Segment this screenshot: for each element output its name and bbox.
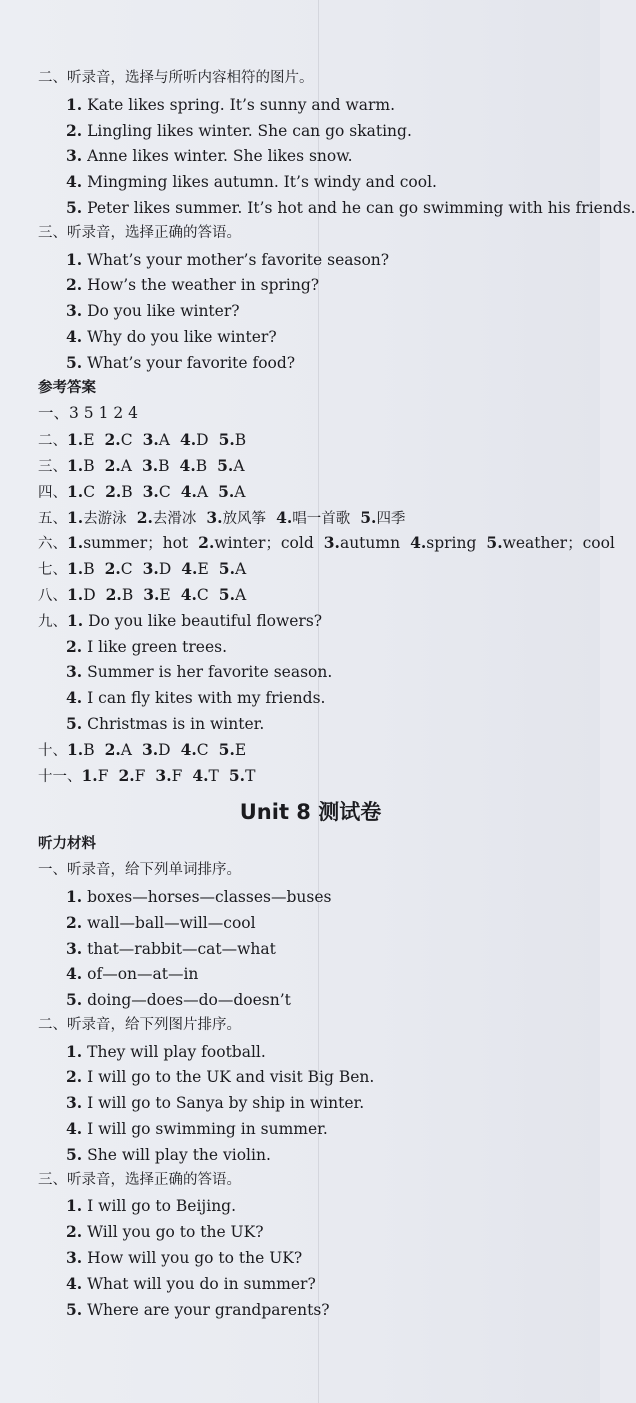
answer-number: 4. [180, 739, 197, 759]
unit8-section-3-list [38, 1193, 583, 1322]
answer-number: 3. [142, 481, 159, 501]
item-number: 3. [66, 301, 83, 321]
answer-value: B [83, 456, 95, 475]
item-text: boxes—horses—classes—buses [87, 887, 332, 906]
item-number: 2. [66, 1067, 83, 1087]
answer-number: 4. [192, 765, 209, 785]
item-text: I can fly kites with my friends. [87, 689, 326, 708]
answer-value: C [120, 560, 133, 579]
list-item [38, 1297, 583, 1323]
answer-number: 3. [143, 584, 160, 604]
item-number: 1. [66, 1196, 83, 1216]
list-item [38, 247, 583, 273]
answer-number: 5. [218, 739, 235, 759]
row-prefix: 十一、 [38, 768, 82, 785]
list-item [38, 350, 583, 376]
listening-heading: 听力材料 [38, 836, 96, 853]
item-number: 4. [66, 1119, 83, 1139]
answer-number: 1. [67, 533, 84, 553]
item-text: How will you go to the UK? [87, 1249, 303, 1268]
item-text: Mingming likes autumn. It’s windy and cool. [87, 173, 437, 192]
answer-number: 5. [228, 765, 246, 785]
answer-number: 1. [67, 559, 84, 579]
item-number: 5. [66, 1299, 83, 1319]
item-number: 1. [66, 886, 83, 906]
item-number: 4. [66, 1273, 83, 1293]
item-text: She will play the violin. [87, 1145, 271, 1164]
item-number: 3. [66, 146, 83, 166]
item-text: How’s the weather in spring? [87, 276, 320, 295]
list-item [38, 92, 583, 118]
item-number: 3. [66, 1248, 83, 1268]
answer-value: F [97, 766, 109, 785]
item-number: 4. [66, 964, 83, 984]
row-prefix: 八、 [38, 587, 67, 604]
list-item [38, 1271, 583, 1297]
item-text: I will go to Beijing. [87, 1197, 237, 1216]
item-number: 5. [66, 713, 83, 733]
answer-number: 5. [360, 507, 377, 527]
answer-row-1: 一、3 5 1 2 4 [38, 404, 139, 423]
item-text: of—on—at—in [87, 965, 199, 984]
answer-value: spring [426, 534, 477, 553]
list-item [38, 324, 583, 350]
answer-value: B [158, 456, 170, 475]
answer-value: T [208, 766, 219, 785]
content-column [38, 66, 636, 1322]
answer-value: B [121, 585, 134, 604]
list-item [38, 711, 583, 737]
list-item [38, 910, 583, 936]
answer-value: C [83, 482, 96, 501]
list-item [38, 884, 583, 910]
item-text: Lingling likes winter. She can go skating. [87, 121, 412, 140]
answer-number: 3. [323, 533, 340, 553]
answer-number: 1. [67, 481, 84, 501]
answer-number: 5. [218, 430, 235, 450]
answer-value: C [196, 585, 209, 604]
answer-value: C [158, 482, 171, 501]
item-text: I like green trees. [87, 637, 228, 656]
item-text: doing—does—do—doesn’t [87, 991, 291, 1010]
row-prefix: 二、 [38, 433, 67, 450]
answer-number: 4. [410, 533, 427, 553]
item-text: Why do you like winter? [87, 327, 277, 346]
answer-value: T [245, 766, 256, 785]
item-number: 1. [66, 94, 83, 114]
list-item [38, 1219, 583, 1245]
answer-value: B [234, 431, 247, 450]
item-number: 1. [67, 610, 84, 630]
section-title: 二、听录音，给下列图片排序。 [38, 1016, 241, 1033]
answer-value: winter；cold [214, 534, 314, 553]
section-title: 二、听录音，选择与所听内容相符的图片。 [38, 70, 314, 86]
answer-value: E [197, 560, 209, 579]
item-text: Anne likes winter. She likes snow. [87, 147, 353, 166]
list-item [38, 298, 583, 324]
list-item [38, 936, 583, 962]
answer-value: 去滑冰 [152, 510, 197, 527]
answer-row-3 [38, 453, 583, 479]
answer-row-9 [38, 608, 583, 737]
answer-value: 去游泳 [83, 510, 127, 527]
list-item [38, 961, 583, 987]
item-text: Summer is her favorite season. [87, 663, 333, 682]
item-number: 4. [66, 326, 83, 346]
item-text: What will you do in summer? [87, 1274, 316, 1293]
row-prefix: 四、 [38, 484, 67, 501]
list-item [38, 1116, 583, 1142]
answer-value: A [233, 456, 245, 475]
item-number: 5. [66, 352, 83, 372]
answer-value: 四季 [376, 510, 406, 527]
item-number: 2. [66, 1222, 83, 1242]
item-text: Do you like beautiful flowers? [88, 611, 323, 630]
answer-row-11 [38, 763, 583, 789]
list-item [38, 634, 583, 660]
answer-number: 1. [67, 739, 84, 759]
row-prefix: 十、 [38, 742, 67, 759]
answer-value: 唱一首歌 [292, 510, 351, 527]
answer-value: A [234, 482, 246, 501]
item-text: that—rabbit—cat—what [87, 939, 276, 958]
answers-heading: 参考答案 [38, 379, 96, 396]
answer-number: 2. [104, 739, 121, 759]
answer-value: B [195, 456, 208, 475]
answer-number: 5. [218, 559, 235, 579]
answer-number: 2. [198, 533, 215, 553]
list-item [38, 272, 583, 298]
answer-value: A [120, 456, 132, 475]
answer-number: 4. [180, 481, 197, 501]
item-text: Where are your grandparents? [87, 1300, 330, 1319]
item-text: What’s your favorite food? [87, 353, 296, 372]
item-number: 2. [66, 275, 83, 295]
item-number: 5. [66, 1144, 83, 1164]
answer-number: 1. [81, 765, 98, 785]
unit8-section-1-list [38, 884, 583, 1013]
answer-number: 5. [217, 455, 234, 475]
item-number: 3. [66, 1093, 83, 1113]
item-text: Kate likes spring. It’s sunny and warm. [87, 95, 395, 114]
answer-value: 放风筝 [222, 510, 267, 527]
answer-number: 4. [179, 430, 197, 450]
item-number: 5. [66, 197, 83, 217]
answer-value: weather；cool [502, 534, 615, 553]
list-item [38, 1245, 583, 1271]
list-item [38, 1193, 583, 1219]
answer-number: 3. [141, 455, 159, 475]
answer-number: 3. [155, 765, 172, 785]
list-item [38, 685, 583, 711]
answer-value: F [171, 766, 183, 785]
answer-value: D [83, 585, 96, 604]
list-item [38, 1090, 583, 1116]
list-item [38, 659, 583, 685]
answer-number: 4. [181, 559, 198, 579]
list-item [38, 143, 583, 169]
item-text: wall—ball—will—cool [87, 913, 256, 932]
section-title: 一、听录音，给下列单词排序。 [38, 862, 241, 879]
list-item [38, 987, 583, 1013]
answer-number: 1. [67, 455, 84, 475]
item-text: Peter likes summer. It’s hot and he can go swimming with his friends. [87, 198, 636, 217]
list-item [38, 169, 583, 195]
row-prefix: 七、 [38, 562, 67, 579]
answer-number: 2. [118, 765, 135, 785]
item-number: 2. [66, 636, 83, 656]
row-prefix: 九、 [38, 613, 67, 630]
section-3-list [38, 247, 583, 376]
answer-row-6 [38, 530, 615, 556]
item-text: They will play football. [87, 1042, 266, 1061]
list-item [38, 195, 636, 221]
item-text: I will go to the UK and visit Big Ben. [87, 1068, 375, 1087]
answer-value: autumn [339, 534, 401, 553]
item-number: 5. [66, 990, 83, 1010]
unit8-section-2-list [38, 1039, 583, 1168]
answer-number: 3. [141, 739, 159, 759]
unit-title: Unit 8 测试卷 [239, 800, 382, 825]
answer-value: D [158, 740, 171, 759]
item-number: 1. [66, 1041, 83, 1061]
answer-value: A [234, 560, 247, 579]
item-text: Christmas is in winter. [87, 714, 265, 733]
answer-value: D [158, 560, 172, 579]
item-text: Do you like winter? [87, 302, 240, 321]
answer-value: B [83, 740, 95, 759]
section-title: 三、听录音，选择正确的答语。 [38, 224, 241, 241]
answer-number: 5. [486, 533, 503, 553]
answer-value: C [120, 431, 133, 450]
answer-number: 2. [104, 455, 121, 475]
answer-row-4 [38, 479, 583, 505]
list-item [38, 1039, 583, 1065]
answer-number: 5. [218, 584, 235, 604]
list-item [38, 608, 583, 634]
item-number: 2. [66, 120, 83, 140]
answer-row-5 [38, 505, 583, 531]
list-item [38, 118, 583, 144]
answer-value: E [83, 431, 95, 450]
answer-value: A [158, 431, 170, 450]
item-number: 2. [66, 912, 83, 932]
answer-number: 1. [67, 584, 84, 604]
item-number: 4. [66, 688, 83, 708]
answer-row-8 [38, 582, 583, 608]
row-prefix: 三、 [38, 458, 67, 475]
answer-number: 4. [180, 584, 197, 604]
item-text: I will go to Sanya by ship in winter. [87, 1094, 365, 1113]
item-text: Will you go to the UK? [87, 1223, 264, 1242]
item-number: 3. [66, 938, 83, 958]
answer-number: 2. [104, 559, 121, 579]
answer-number: 2. [136, 507, 153, 527]
answer-number: 3. [206, 507, 223, 527]
answer-number: 4. [179, 455, 196, 475]
item-text: I will go swimming in summer. [87, 1120, 328, 1139]
answer-value: A [196, 482, 209, 501]
answer-number: 1. [67, 507, 84, 527]
answer-number: 5. [218, 481, 235, 501]
item-number: 3. [66, 662, 83, 682]
answer-row-10 [38, 737, 583, 763]
answer-number: 3. [142, 559, 159, 579]
answer-row-7 [38, 556, 583, 582]
row-prefix: 五、 [38, 510, 67, 527]
answer-value: B [83, 560, 95, 579]
item-text: What’s your mother’s favorite season? [87, 250, 390, 269]
row-prefix: 六、 [38, 536, 67, 553]
answer-number: 1. [67, 430, 84, 450]
answer-value: E [234, 740, 247, 759]
list-item [38, 1064, 583, 1090]
answer-value: A [120, 740, 132, 759]
section-title: 三、听录音，选择正确的答语。 [38, 1171, 241, 1188]
section-2-list [38, 92, 636, 221]
answer-value: E [159, 585, 171, 604]
answer-row-2 [38, 427, 583, 453]
answer-number: 2. [104, 430, 121, 450]
item-number: 4. [66, 172, 83, 192]
item-number: 1. [66, 249, 83, 269]
answer-value: F [134, 766, 146, 785]
answer-number: 2. [105, 481, 122, 501]
answer-number: 4. [276, 507, 293, 527]
answer-number: 2. [105, 584, 122, 604]
answer-value: C [196, 740, 209, 759]
answer-value: D [196, 431, 209, 450]
answer-value: summer；hot [83, 534, 189, 553]
answer-value: A [234, 585, 247, 604]
answer-number: 3. [142, 430, 159, 450]
list-item [38, 1142, 583, 1168]
answer-value: B [121, 482, 133, 501]
